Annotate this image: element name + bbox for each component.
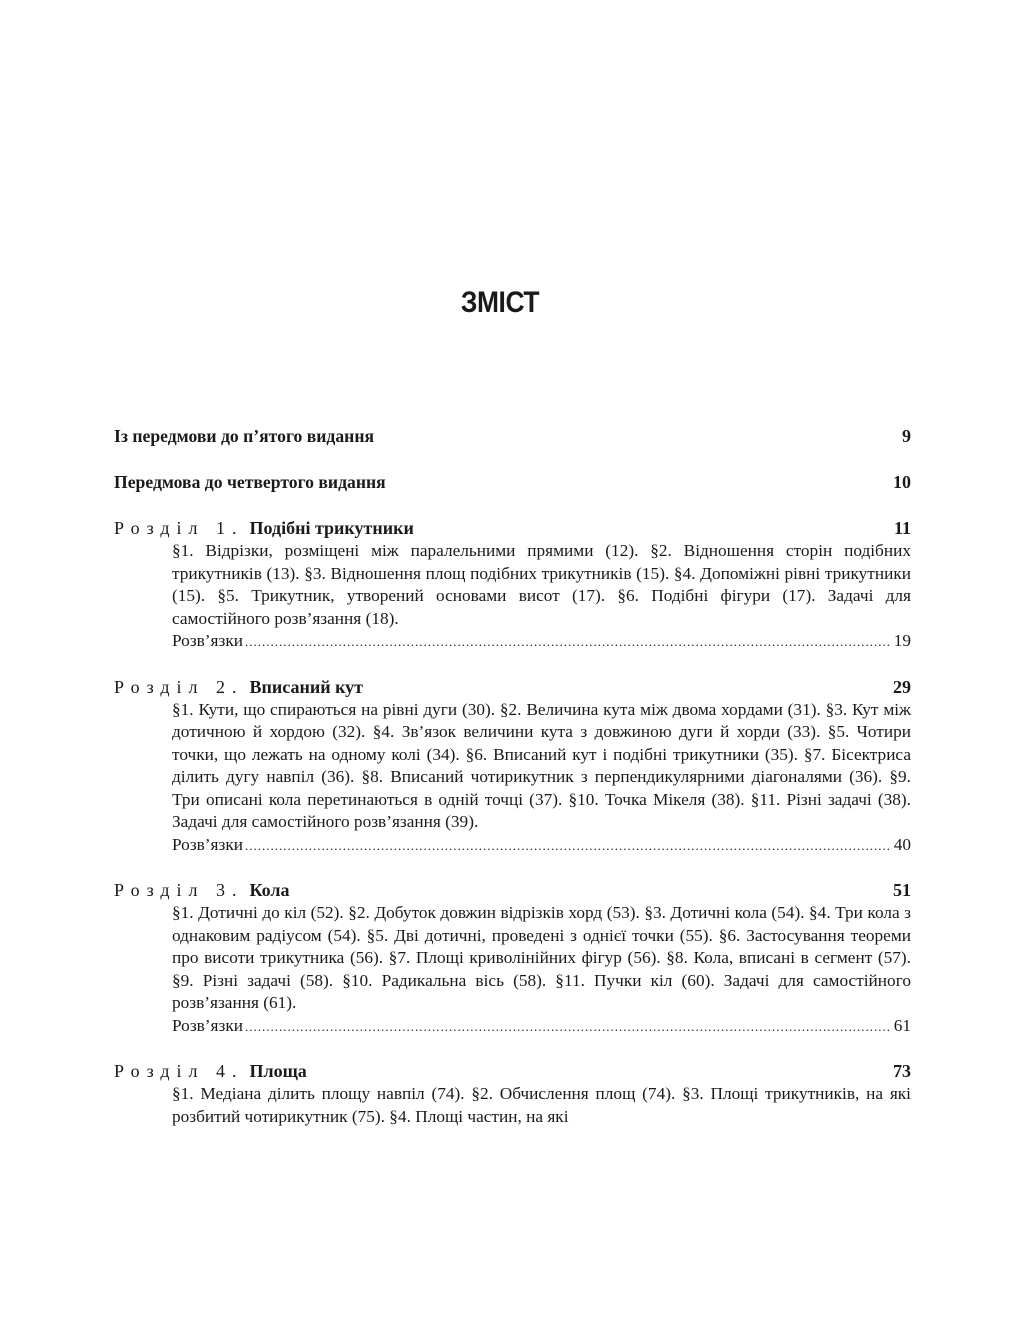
solutions-entry[interactable] [172, 1015, 911, 1039]
chapter-name: Подібні трикутники [249, 518, 414, 538]
dot-leader [245, 631, 892, 654]
solutions-page: 61 [893, 1015, 911, 1035]
chapter-label: Розділ 3. [114, 880, 244, 900]
chapter-page: 73 [893, 1061, 911, 1081]
toc-entry-preface-fifth-edition[interactable] [114, 424, 911, 448]
chapter-sections: §1. Відрізки, розміщені між паралельними прямими (12). §2. Відношення сторін подібних трикутників (13). §3. Відношення площ подібних трикутників (15). §4. Допоміжні рівні трикутники (15). §5. Трикутник, утворений основами висот (17). §6. Подібні фігури (17). Задачі для самостійного розв’язання (18). [172, 541, 911, 628]
solutions-label: Розв’язки [172, 1015, 243, 1035]
chapter-label: Розділ 4. [114, 1061, 244, 1081]
solutions-page: 19 [893, 631, 911, 650]
dot-leader [245, 835, 892, 858]
chapter-name: Кола [249, 880, 290, 900]
toc-chapter-4 [114, 1059, 911, 1128]
toc-chapter-1 [114, 516, 911, 654]
toc-entry-title: Передмова до четвертого видання [114, 472, 386, 492]
solutions-page: 40 [893, 834, 911, 854]
toc-entry-title: Із передмови до п’ятого видання [114, 426, 375, 446]
chapter-sections: §1. Кути, що спираються на рівні дуги (30). §2. Величина кута між двома хордами (31). §3. Кут між дотичною й хордою (32). §4. Зв’язок величини кута з довжиною дуги й хорди (33). §5. Чотири точки, що лежать на одному колі (34). §6. Вписаний кут і подібні трикутники (35). §7. Бісектриса ділить дугу навпіл (36). §8. Вписаний чотирикутник з перпендикулярними діагоналями (36). §9. Три описані кола перетинаються в одній точці (37). §10. Точка Мікеля (38). §11. Різні задачі (38). Задачі для самостійного розв’язання (39). [172, 699, 911, 831]
toc-chapter-2 [114, 675, 911, 858]
toc-entry-page: 10 [893, 472, 911, 492]
solutions-label: Розв’язки [172, 834, 243, 854]
page-title: ЗМІСТ [460, 286, 540, 319]
chapter-label: Розділ 2. [114, 676, 244, 697]
chapter-label: Розділ 1. [114, 518, 244, 538]
chapter-heading[interactable] [114, 516, 911, 540]
solutions-entry[interactable] [172, 834, 911, 858]
chapter-name: Вписаний кут [249, 676, 364, 697]
chapter-page: 11 [893, 518, 911, 538]
chapter-sections: §1. Дотичні до кіл (52). §2. Добуток довжин відрізків хорд (53). §3. Дотичні кола (54). §4. Три кола з однаковим радіусом (54). §5. Дві дотичні, проведені з однієї точки (55). §6. Застосування теореми про висоти трикутника (56). §7. Площі криволінійних фігур (56). §8. Кола, вписані в сегмент (57). §9. Різні задачі (58). §10. Радикальна вісь (58). §11. Пучки кіл (60). Задачі для самостійного розв’язання (61). [172, 903, 911, 1012]
solutions-label: Розв’язки [172, 631, 243, 650]
toc-entry-preface-fourth-edition[interactable] [114, 470, 911, 494]
chapter-page: 29 [893, 676, 911, 697]
chapter-heading[interactable] [114, 675, 911, 699]
chapter-heading[interactable] [114, 1059, 911, 1083]
chapter-sections: §1. Медіана ділить площу навпіл (74). §2. Обчислення площ (74). §3. Площі трикутників, на які розбитий чотирикутник (75). §4. Площі частин, на які [172, 1084, 911, 1126]
table-of-contents [114, 424, 911, 1149]
chapter-page: 51 [893, 880, 911, 900]
solutions-entry[interactable] [172, 630, 911, 654]
dot-leader [245, 1016, 892, 1039]
toc-entry-page: 9 [902, 426, 911, 446]
toc-chapter-3 [114, 878, 911, 1038]
chapter-name: Площа [249, 1061, 307, 1081]
chapter-heading[interactable] [114, 878, 911, 902]
